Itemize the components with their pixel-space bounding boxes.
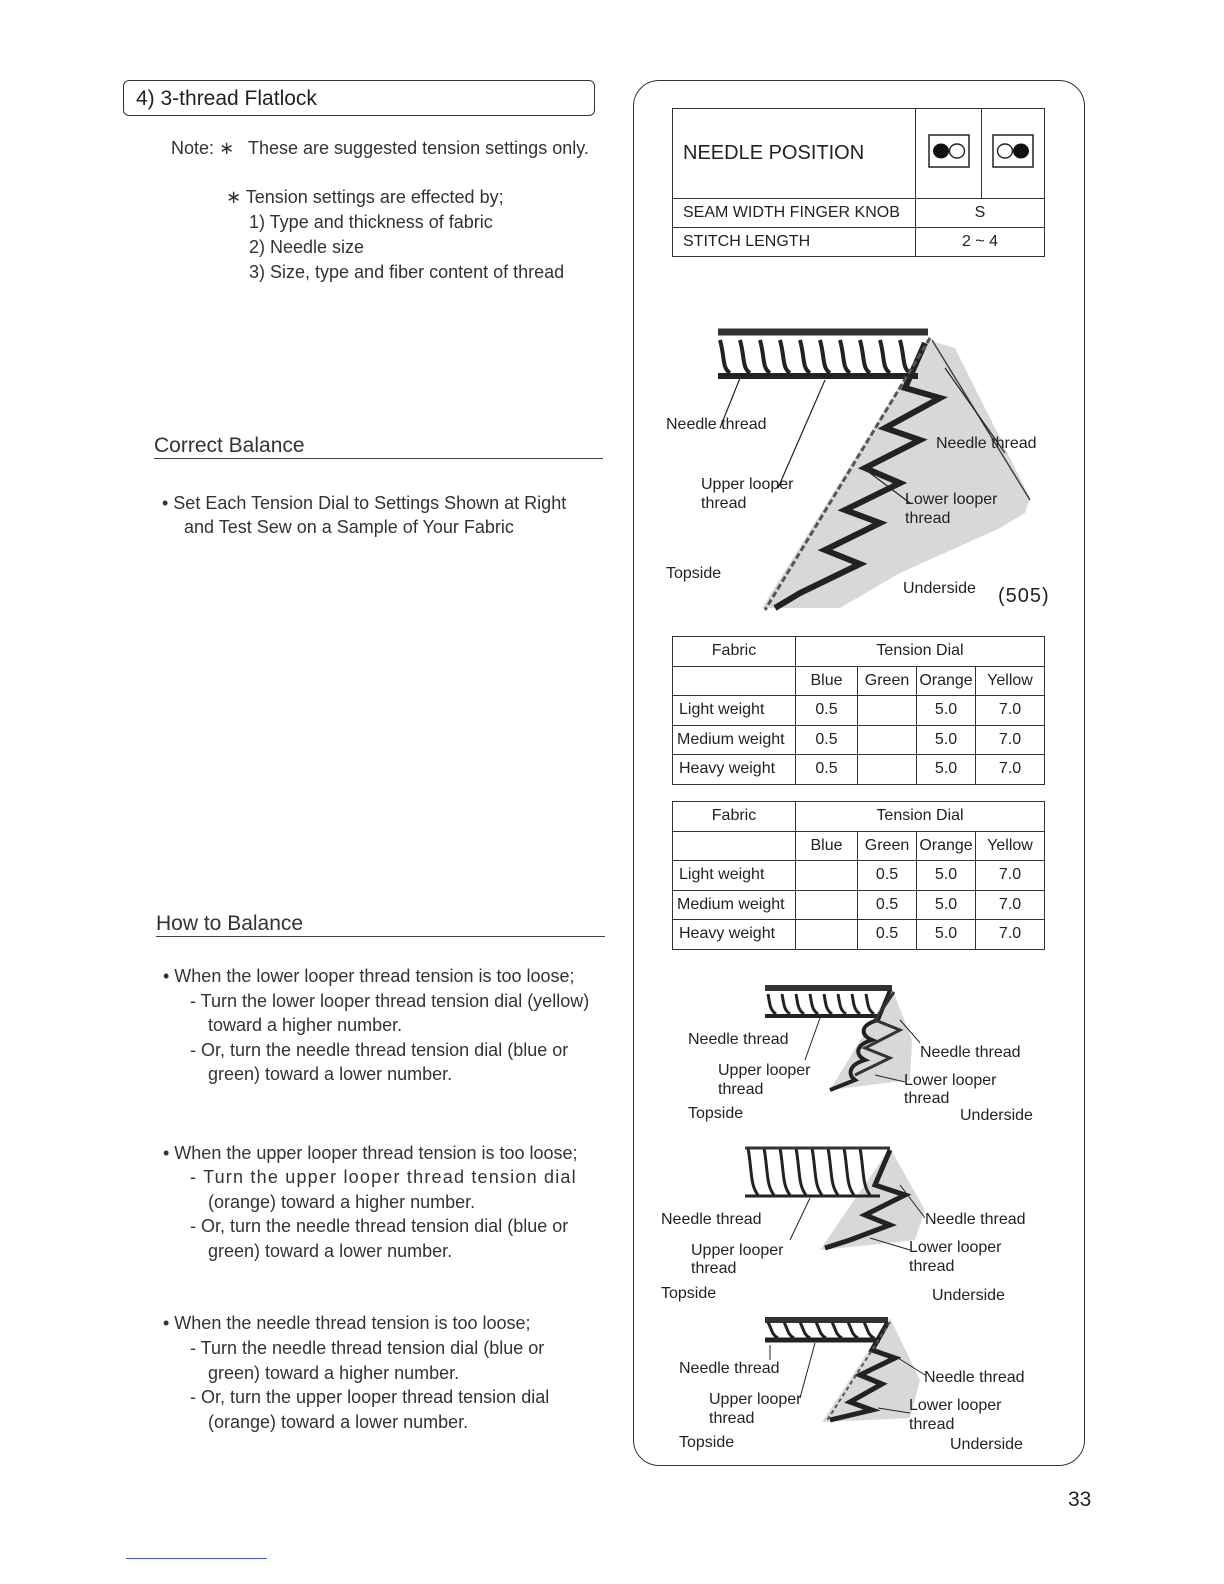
color-header: Yellow: [976, 666, 1045, 696]
tension-dial-header: Tension Dial: [796, 637, 1045, 667]
tension-value: 0.5: [796, 725, 858, 755]
diagram-label: thread: [905, 510, 951, 527]
note-line-1: These are suggested tension settings only.: [248, 138, 589, 158]
balance-step: (orange) toward a higher number.: [208, 1192, 476, 1212]
flatlock-stitch-diagram: [700, 318, 1040, 613]
tension-value: [796, 920, 858, 950]
needle-thread-loops: [718, 332, 928, 376]
diagram-label: Needle thread: [679, 1360, 780, 1377]
correct-balance-heading: Correct Balance: [154, 434, 603, 459]
table-row: [673, 890, 1045, 920]
balance-condition: • When the upper looper thread tension is too loose;: [163, 1143, 578, 1163]
diagram-label: Topside: [679, 1434, 735, 1451]
how-to-balance-heading: How to Balance: [156, 912, 605, 937]
tension-dial-header: Tension Dial: [796, 802, 1045, 832]
tension-value: 0.5: [858, 861, 917, 891]
diagram-label: Topside: [666, 565, 722, 582]
needle-right-position-icon: [992, 134, 1034, 168]
color-header: Orange: [917, 666, 976, 696]
diagram-label: Needle thread: [688, 1031, 789, 1048]
fabric-header: Fabric: [673, 802, 796, 832]
diagram-label: Lower looper: [909, 1397, 1002, 1414]
tension-value: 7.0: [976, 890, 1045, 920]
fabric-header: Fabric: [673, 637, 796, 667]
tension-value: 0.5: [858, 890, 917, 920]
tension-value: [858, 755, 917, 785]
tension-value: [796, 861, 858, 891]
tension-table: [672, 636, 1045, 785]
stitch-length-label: STITCH LENGTH: [673, 228, 916, 257]
section-title: 4) 3-thread Flatlock: [123, 80, 595, 116]
diagram-label: thread: [909, 1416, 955, 1433]
fabric-name: Heavy weight: [673, 920, 796, 950]
balance-step: - Or, turn the needle thread tension dial (blue or: [190, 1216, 569, 1236]
tension-value: 7.0: [976, 755, 1045, 785]
balance-condition: • When the needle thread tension is too loose;: [163, 1313, 531, 1333]
balance-step: green) toward a lower number.: [208, 1241, 453, 1261]
tension-value: [858, 725, 917, 755]
diagram-label: Topside: [661, 1285, 717, 1302]
tension-value: 0.5: [796, 696, 858, 726]
color-header: Blue: [796, 666, 858, 696]
note-prefix: Note: ∗: [171, 138, 235, 158]
tension-value: 7.0: [976, 920, 1045, 950]
diagram-label: Needle thread: [666, 416, 767, 433]
tension-value: 5.0: [917, 890, 976, 920]
color-header: Orange: [917, 831, 976, 861]
diagram-label: thread: [709, 1410, 755, 1427]
needle-right-cell: [982, 109, 1045, 199]
color-header: Blue: [796, 831, 858, 861]
diagram-label: Lower looper: [909, 1239, 1002, 1256]
page-number: 33: [1068, 1488, 1092, 1511]
color-header: Green: [858, 831, 917, 861]
note-item: 2) Needle size: [249, 237, 365, 257]
diagram-label: Upper looper: [691, 1242, 784, 1259]
diagram-label: Needle thread: [925, 1211, 1026, 1228]
diagram-label: Upper looper: [718, 1062, 811, 1079]
tension-value: [858, 696, 917, 726]
table-row: [673, 696, 1045, 726]
tension-value: 7.0: [976, 861, 1045, 891]
stitch-code: (505): [998, 585, 1050, 607]
diagram-label: Upper looper: [701, 476, 794, 493]
tension-value: 0.5: [858, 920, 917, 950]
color-header: Yellow: [976, 831, 1045, 861]
correct-balance-text-1: • Set Each Tension Dial to Settings Shown at Right: [162, 493, 567, 513]
table-row: [673, 725, 1045, 755]
tension-value: 5.0: [917, 920, 976, 950]
needle-position-label: NEEDLE POSITION: [673, 109, 916, 199]
tension-value: 7.0: [976, 696, 1045, 726]
tension-value: [796, 890, 858, 920]
diagram-label: Lower looper: [905, 491, 998, 508]
diagram-label: Needle thread: [924, 1369, 1025, 1386]
diagram-label: Underside: [950, 1436, 1023, 1453]
fabric-name: Medium weight: [673, 725, 796, 755]
stitch-length-value: 2 ~ 4: [916, 228, 1045, 257]
fabric-name: Light weight: [673, 696, 796, 726]
fabric-name: Heavy weight: [673, 755, 796, 785]
diagram-label: thread: [701, 495, 747, 512]
diagram-label: Upper looper: [709, 1391, 802, 1408]
fabric-name: Light weight: [673, 861, 796, 891]
correct-balance-text-2: and Test Sew on a Sample of Your Fabric: [184, 517, 514, 537]
tension-value: 5.0: [917, 861, 976, 891]
needle-left-cell: [916, 109, 982, 199]
upper-looper-loose-diagram: [740, 1140, 930, 1255]
needle-spec-table: [672, 108, 1045, 257]
tension-table: [672, 801, 1045, 950]
diagram-label: thread: [909, 1258, 955, 1275]
diagram-label: thread: [904, 1090, 950, 1107]
balance-step: green) toward a lower number.: [208, 1064, 453, 1084]
balance-step: - Turn the lower looper thread tension dial (yellow): [190, 991, 590, 1011]
table-row: [673, 755, 1045, 785]
diagram-label: thread: [718, 1081, 764, 1098]
note-line-2: ∗ Tension settings are effected by;: [226, 187, 504, 207]
balance-step: green) toward a higher number.: [208, 1363, 460, 1383]
diagram-label: Underside: [932, 1287, 1005, 1304]
diagram-label: Needle thread: [661, 1211, 762, 1228]
balance-step: - Or, turn the needle thread tension dial (blue or: [190, 1040, 569, 1060]
table-row: [673, 920, 1045, 950]
diagram-label: Needle thread: [936, 435, 1037, 452]
balance-step: - Turn the upper looper thread tension dial: [190, 1167, 577, 1187]
balance-step: toward a higher number.: [208, 1015, 403, 1035]
diagram-label: Underside: [960, 1107, 1033, 1124]
seam-width-value: S: [916, 199, 1045, 228]
note-item: 3) Size, type and fiber content of thread: [249, 262, 565, 282]
balance-condition: • When the lower looper thread tension is too loose;: [163, 966, 575, 986]
balance-step: - Or, turn the upper looper thread tension dial: [190, 1387, 550, 1407]
balance-step: - Turn the needle thread tension dial (blue or: [190, 1338, 545, 1358]
diagram-label: Lower looper: [904, 1072, 997, 1089]
note-item: 1) Type and thickness of fabric: [249, 212, 493, 232]
footer-link-line: [126, 1558, 267, 1559]
balance-step: (orange) toward a lower number.: [208, 1412, 469, 1432]
tension-value: 5.0: [917, 725, 976, 755]
fabric-name: Medium weight: [673, 890, 796, 920]
needle-left-position-icon: [928, 134, 970, 168]
tension-value: 7.0: [976, 725, 1045, 755]
table-row: [673, 861, 1045, 891]
diagram-label: thread: [691, 1260, 737, 1277]
tension-value: 5.0: [917, 755, 976, 785]
diagram-label: Needle thread: [920, 1044, 1021, 1061]
tension-value: 0.5: [796, 755, 858, 785]
diagram-label: Topside: [688, 1105, 744, 1122]
diagram-label: Underside: [903, 580, 976, 597]
color-header: Green: [858, 666, 917, 696]
seam-width-label: SEAM WIDTH FINGER KNOB: [673, 199, 916, 228]
tension-value: 5.0: [917, 696, 976, 726]
